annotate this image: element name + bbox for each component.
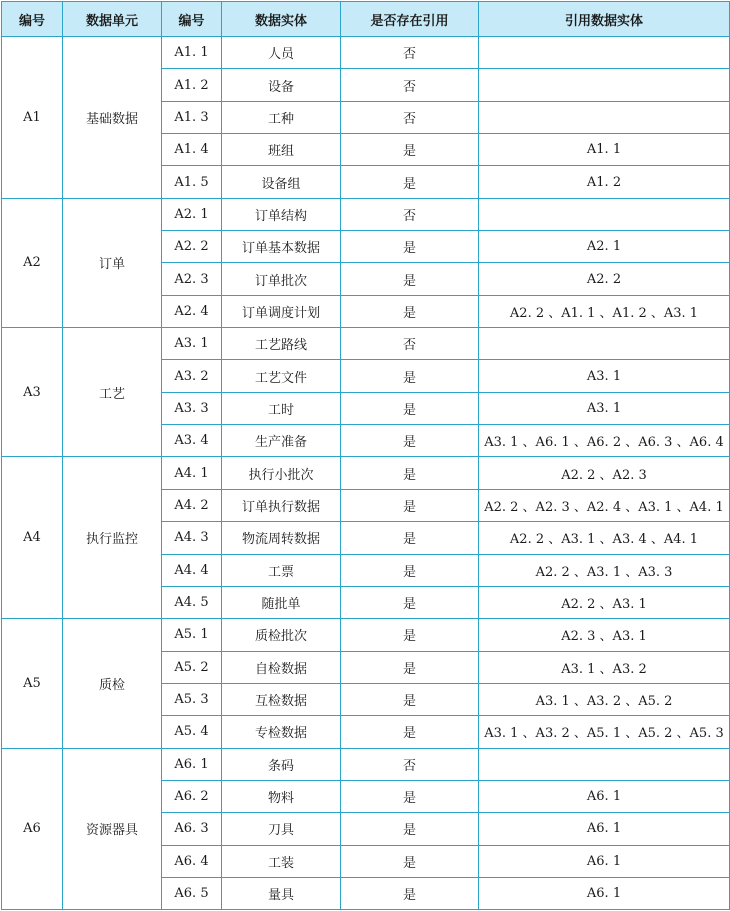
data-entity-cell: 物料 xyxy=(222,780,341,812)
referenced-entities-cell: A2. 3 、A3. 1 xyxy=(479,619,730,651)
data-entity-cell: 工装 xyxy=(222,845,341,877)
unit-id-cell: A3 xyxy=(2,328,63,457)
referenced-entities-cell: A2. 2 、A2. 3 xyxy=(479,457,730,489)
entity-id-cell: A4. 3 xyxy=(162,522,222,554)
entity-id-cell: A2. 4 xyxy=(162,295,222,327)
entity-id-cell: A5. 4 xyxy=(162,716,222,748)
entity-id-cell: A3. 1 xyxy=(162,328,222,360)
data-unit-cell: 基础数据 xyxy=(63,37,162,199)
entity-id-cell: A5. 3 xyxy=(162,683,222,715)
has-reference-cell: 是 xyxy=(341,683,479,715)
data-entity-cell: 订单批次 xyxy=(222,263,341,295)
entity-id-cell: A1. 2 xyxy=(162,69,222,101)
referenced-entities-cell xyxy=(479,748,730,780)
unit-id-cell: A1 xyxy=(2,37,63,199)
data-entity-cell: 班组 xyxy=(222,134,341,166)
table-row xyxy=(2,328,730,360)
has-reference-cell: 否 xyxy=(341,69,479,101)
has-reference-cell: 是 xyxy=(341,877,479,909)
data-unit-cell: 资源器具 xyxy=(63,748,162,910)
data-entity-cell: 随批单 xyxy=(222,586,341,618)
entity-id-cell: A4. 4 xyxy=(162,554,222,586)
data-entity-cell: 执行小批次 xyxy=(222,457,341,489)
data-entity-cell: 订单结构 xyxy=(222,198,341,230)
data-entity-cell: 工艺路线 xyxy=(222,328,341,360)
referenced-entities-cell xyxy=(479,69,730,101)
referenced-entities-cell: A2. 2 、A3. 1 、A3. 4 、A4. 1 xyxy=(479,522,730,554)
header-data-unit: 数据单元 xyxy=(63,2,162,37)
data-entity-cell: 设备 xyxy=(222,69,341,101)
has-reference-cell: 是 xyxy=(341,619,479,651)
entity-id-cell: A2. 2 xyxy=(162,231,222,263)
has-reference-cell: 是 xyxy=(341,554,479,586)
entity-id-cell: A2. 3 xyxy=(162,263,222,295)
data-entity-cell: 工票 xyxy=(222,554,341,586)
has-reference-cell: 是 xyxy=(341,651,479,683)
data-entity-cell: 物流周转数据 xyxy=(222,522,341,554)
unit-id-cell: A5 xyxy=(2,619,63,748)
data-entity-cell: 生产准备 xyxy=(222,425,341,457)
data-entity-table xyxy=(1,1,730,910)
entity-id-cell: A1. 4 xyxy=(162,134,222,166)
referenced-entities-cell: A6. 1 xyxy=(479,877,730,909)
table-row xyxy=(2,198,730,230)
data-entity-cell: 订单执行数据 xyxy=(222,489,341,521)
table-row xyxy=(2,748,730,780)
referenced-entities-cell xyxy=(479,328,730,360)
referenced-entities-cell: A3. 1 xyxy=(479,360,730,392)
data-entity-cell: 条码 xyxy=(222,748,341,780)
entity-id-cell: A6. 5 xyxy=(162,877,222,909)
header-entity-id: 编号 xyxy=(162,2,222,37)
data-entity-cell: 订单基本数据 xyxy=(222,231,341,263)
has-reference-cell: 是 xyxy=(341,489,479,521)
data-entity-cell: 工时 xyxy=(222,392,341,424)
has-reference-cell: 是 xyxy=(341,457,479,489)
entity-id-cell: A5. 1 xyxy=(162,619,222,651)
header-row xyxy=(2,2,730,37)
has-reference-cell: 是 xyxy=(341,780,479,812)
entity-id-cell: A6. 2 xyxy=(162,780,222,812)
has-reference-cell: 否 xyxy=(341,101,479,133)
data-entity-cell: 质检批次 xyxy=(222,619,341,651)
referenced-entities-cell: A1. 1 xyxy=(479,134,730,166)
entity-id-cell: A3. 4 xyxy=(162,425,222,457)
table-row xyxy=(2,37,730,69)
has-reference-cell: 是 xyxy=(341,295,479,327)
table-row xyxy=(2,619,730,651)
referenced-entities-cell: A3. 1 、A3. 2 、A5. 1 、A5. 2 、A5. 3 xyxy=(479,716,730,748)
referenced-entities-cell: A1. 2 xyxy=(479,166,730,198)
data-unit-cell: 执行监控 xyxy=(63,457,162,619)
referenced-entities-cell: A2. 2 、A3. 1 xyxy=(479,586,730,618)
entity-id-cell: A1. 3 xyxy=(162,101,222,133)
has-reference-cell: 是 xyxy=(341,392,479,424)
entity-id-cell: A6. 4 xyxy=(162,845,222,877)
referenced-entities-cell: A2. 2 、A2. 3 、A2. 4 、A3. 1 、A4. 1 xyxy=(479,489,730,521)
entity-id-cell: A6. 1 xyxy=(162,748,222,780)
unit-id-cell: A6 xyxy=(2,748,63,910)
data-entity-cell: 设备组 xyxy=(222,166,341,198)
has-reference-cell: 是 xyxy=(341,360,479,392)
has-reference-cell: 否 xyxy=(341,328,479,360)
table-body xyxy=(2,37,730,910)
table-row xyxy=(2,457,730,489)
entity-id-cell: A3. 2 xyxy=(162,360,222,392)
data-unit-cell: 订单 xyxy=(63,198,162,327)
has-reference-cell: 是 xyxy=(341,425,479,457)
unit-id-cell: A2 xyxy=(2,198,63,327)
has-reference-cell: 否 xyxy=(341,37,479,69)
has-reference-cell: 是 xyxy=(341,166,479,198)
data-entity-cell: 刀具 xyxy=(222,813,341,845)
entity-id-cell: A4. 1 xyxy=(162,457,222,489)
has-reference-cell: 是 xyxy=(341,586,479,618)
has-reference-cell: 是 xyxy=(341,134,479,166)
data-entity-cell: 量具 xyxy=(222,877,341,909)
referenced-entities-cell: A6. 1 xyxy=(479,845,730,877)
data-entity-cell: 专检数据 xyxy=(222,716,341,748)
header-has-reference: 是否存在引用 xyxy=(341,2,479,37)
table-header xyxy=(2,2,730,37)
header-data-entity: 数据实体 xyxy=(222,2,341,37)
header-unit-id: 编号 xyxy=(2,2,63,37)
has-reference-cell: 是 xyxy=(341,813,479,845)
referenced-entities-cell: A2. 2 、A3. 1 、A3. 3 xyxy=(479,554,730,586)
has-reference-cell: 是 xyxy=(341,522,479,554)
referenced-entities-cell xyxy=(479,101,730,133)
data-unit-cell: 质检 xyxy=(63,619,162,748)
data-entity-cell: 人员 xyxy=(222,37,341,69)
entity-id-cell: A5. 2 xyxy=(162,651,222,683)
data-entity-cell: 工种 xyxy=(222,101,341,133)
has-reference-cell: 是 xyxy=(341,845,479,877)
referenced-entities-cell: A3. 1 、A3. 2 xyxy=(479,651,730,683)
data-entity-cell: 自检数据 xyxy=(222,651,341,683)
data-unit-cell: 工艺 xyxy=(63,328,162,457)
has-reference-cell: 是 xyxy=(341,231,479,263)
referenced-entities-cell: A2. 1 xyxy=(479,231,730,263)
unit-id-cell: A4 xyxy=(2,457,63,619)
referenced-entities-cell: A3. 1 、A6. 1 、A6. 2 、A6. 3 、A6. 4 xyxy=(479,425,730,457)
entity-id-cell: A4. 5 xyxy=(162,586,222,618)
has-reference-cell: 否 xyxy=(341,198,479,230)
referenced-entities-cell: A6. 1 xyxy=(479,780,730,812)
entity-id-cell: A6. 3 xyxy=(162,813,222,845)
data-entity-cell: 订单调度计划 xyxy=(222,295,341,327)
entity-id-cell: A1. 5 xyxy=(162,166,222,198)
referenced-entities-cell: A6. 1 xyxy=(479,813,730,845)
header-referenced-entities: 引用数据实体 xyxy=(479,2,730,37)
has-reference-cell: 是 xyxy=(341,716,479,748)
entity-id-cell: A2. 1 xyxy=(162,198,222,230)
entity-id-cell: A1. 1 xyxy=(162,37,222,69)
referenced-entities-cell: A3. 1 、A3. 2 、A5. 2 xyxy=(479,683,730,715)
referenced-entities-cell: A2. 2 xyxy=(479,263,730,295)
referenced-entities-cell xyxy=(479,37,730,69)
entity-id-cell: A4. 2 xyxy=(162,489,222,521)
data-entity-cell: 工艺文件 xyxy=(222,360,341,392)
referenced-entities-cell xyxy=(479,198,730,230)
has-reference-cell: 否 xyxy=(341,748,479,780)
referenced-entities-cell: A3. 1 xyxy=(479,392,730,424)
has-reference-cell: 是 xyxy=(341,263,479,295)
entity-id-cell: A3. 3 xyxy=(162,392,222,424)
referenced-entities-cell: A2. 2 、A1. 1 、A1. 2 、A3. 1 xyxy=(479,295,730,327)
data-entity-cell: 互检数据 xyxy=(222,683,341,715)
